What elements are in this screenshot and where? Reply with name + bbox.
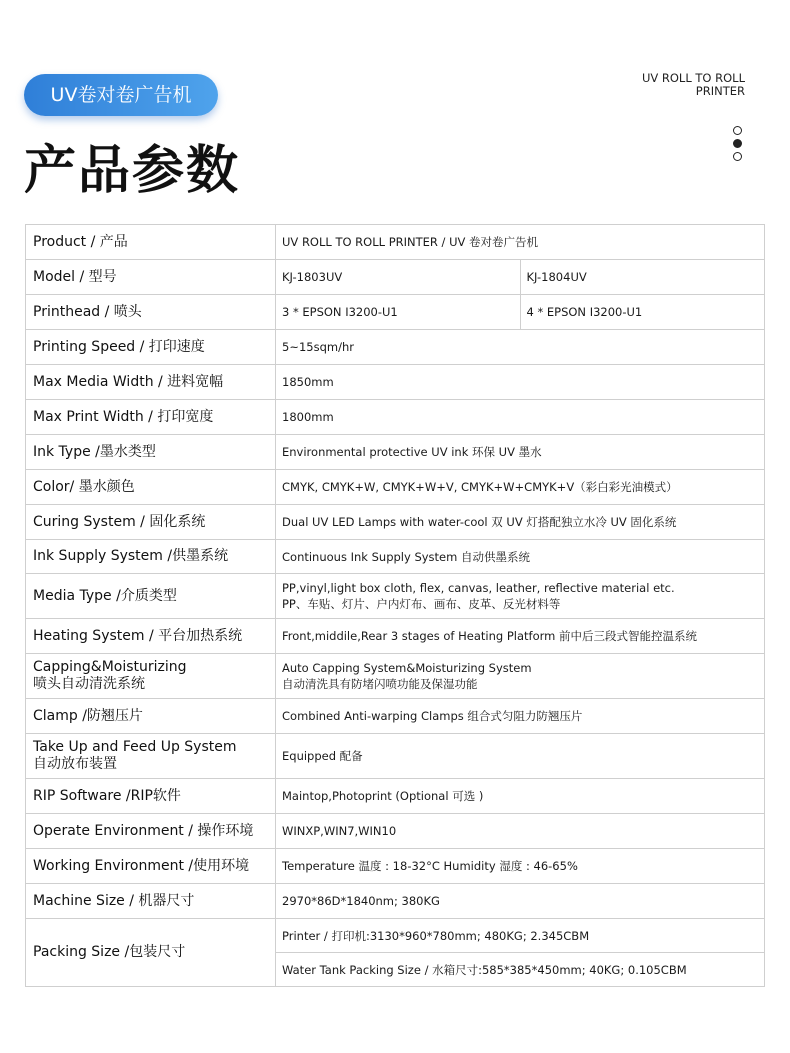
row-label: Product / 产品: [26, 225, 276, 260]
page-title: 产品参数: [24, 141, 241, 201]
row-label: Model / 型号: [26, 260, 276, 295]
row-label: Ink Type /墨水类型: [26, 435, 276, 470]
table-row: [26, 470, 765, 505]
row-value: 2970*86D*1840nm; 380KG: [276, 884, 765, 919]
row-value: Dual UV LED Lamps with water-cool 双 UV 灯搭配独立水冷 UV 固化系统: [276, 505, 765, 540]
table-row: [26, 505, 765, 540]
table-row: [26, 365, 765, 400]
row-label: [26, 734, 276, 779]
table-row: [26, 919, 765, 953]
row-label: Max Media Width / 进料宽幅: [26, 365, 276, 400]
row-value: KJ-1803UV: [276, 260, 521, 295]
row-value: CMYK, CMYK+W, CMYK+W+V, CMYK+W+CMYK+V（彩白彩光油模式）: [276, 470, 765, 505]
row-value: 1800mm: [276, 400, 765, 435]
spec-table: [25, 224, 765, 987]
table-row: [26, 435, 765, 470]
row-label-line: 喷头自动清洗系统: [33, 676, 145, 692]
row-value: 1850mm: [276, 365, 765, 400]
row-label: RIP Software /RIP软件: [26, 779, 276, 814]
dot-icon: [733, 126, 742, 135]
table-row: [26, 779, 765, 814]
table-row: [26, 654, 765, 699]
table-row: [26, 814, 765, 849]
row-value: 5~15sqm/hr: [276, 330, 765, 365]
row-label: Operate Environment / 操作环境: [26, 814, 276, 849]
row-value-line: 自动清洗具有防堵闪喷功能及保湿功能: [282, 677, 478, 691]
row-value: Printer / 打印机:3130*960*780mm; 480KG; 2.345CBM: [276, 919, 765, 953]
table-row: [26, 734, 765, 779]
row-label: Printing Speed / 打印速度: [26, 330, 276, 365]
table-row: [26, 849, 765, 884]
row-value-line: PP,vinyl,light box cloth, flex, canvas, leather, reflective material etc.: [282, 581, 675, 595]
row-label: Printhead / 喷头: [26, 295, 276, 330]
row-value: Combined Anti-warping Clamps 组合式匀阻力防翘压片: [276, 699, 765, 734]
table-row: [26, 225, 765, 260]
row-label: [26, 654, 276, 699]
row-value-line: Auto Capping System&Moisturizing System: [282, 661, 532, 675]
table-row: [26, 400, 765, 435]
row-label: Color/ 墨水颜色: [26, 470, 276, 505]
row-label: Ink Supply System /供墨系统: [26, 540, 276, 574]
english-title-line1: UV ROLL TO ROLL: [641, 71, 745, 85]
row-value: KJ-1804UV: [520, 260, 765, 295]
row-value: 3 * EPSON I3200-U1: [276, 295, 521, 330]
row-label: Heating System / 平台加热系统: [26, 619, 276, 654]
row-label: Packing Size /包装尺寸: [26, 919, 276, 987]
table-row: [26, 295, 765, 330]
row-value: Continuous Ink Supply System 自动供墨系统: [276, 540, 765, 574]
row-label: Media Type /介质类型: [26, 574, 276, 619]
row-value: [276, 574, 765, 619]
row-label: Working Environment /使用环境: [26, 849, 276, 884]
pagination-dots: [733, 126, 745, 165]
row-value: WINXP,WIN7,WIN10: [276, 814, 765, 849]
dot-icon: [733, 152, 742, 161]
row-value: Front,middile,Rear 3 stages of Heating Platform 前中后三段式智能控温系统: [276, 619, 765, 654]
row-value: [276, 654, 765, 699]
row-label-line: Take Up and Feed Up System: [33, 739, 237, 755]
row-value: Environmental protective UV ink 环保 UV 墨水: [276, 435, 765, 470]
row-label: Max Print Width / 打印宽度: [26, 400, 276, 435]
table-row: [26, 330, 765, 365]
row-label-line: 自动放布装置: [33, 756, 117, 772]
dot-active-icon: [733, 139, 742, 148]
table-row: [26, 619, 765, 654]
row-label: Curing System / 固化系统: [26, 505, 276, 540]
table-row: [26, 884, 765, 919]
table-row: [26, 699, 765, 734]
row-label: Clamp /防翘压片: [26, 699, 276, 734]
row-value: UV ROLL TO ROLL PRINTER / UV 卷对卷广告机: [276, 225, 765, 260]
row-label-line: Capping&Moisturizing: [33, 659, 187, 675]
row-value: Water Tank Packing Size / 水箱尺寸:585*385*450mm; 40KG; 0.105CBM: [276, 953, 765, 987]
row-value: Temperature 温度 : 18-32°C Humidity 湿度 : 46-65%: [276, 849, 765, 884]
row-value: 4 * EPSON I3200-U1: [520, 295, 765, 330]
row-label: Machine Size / 机器尺寸: [26, 884, 276, 919]
row-value: Equipped 配备: [276, 734, 765, 779]
english-title-line2: PRINTER: [695, 84, 745, 98]
row-value: Maintop,Photoprint (Optional 可选 ): [276, 779, 765, 814]
table-row: [26, 260, 765, 295]
category-badge: UV卷对卷广告机: [24, 74, 218, 116]
row-value-line: PP、车贴、灯片、户内灯布、画布、皮革、反光材料等: [282, 597, 561, 611]
table-row: [26, 540, 765, 574]
english-title: [605, 72, 745, 98]
table-row: [26, 574, 765, 619]
